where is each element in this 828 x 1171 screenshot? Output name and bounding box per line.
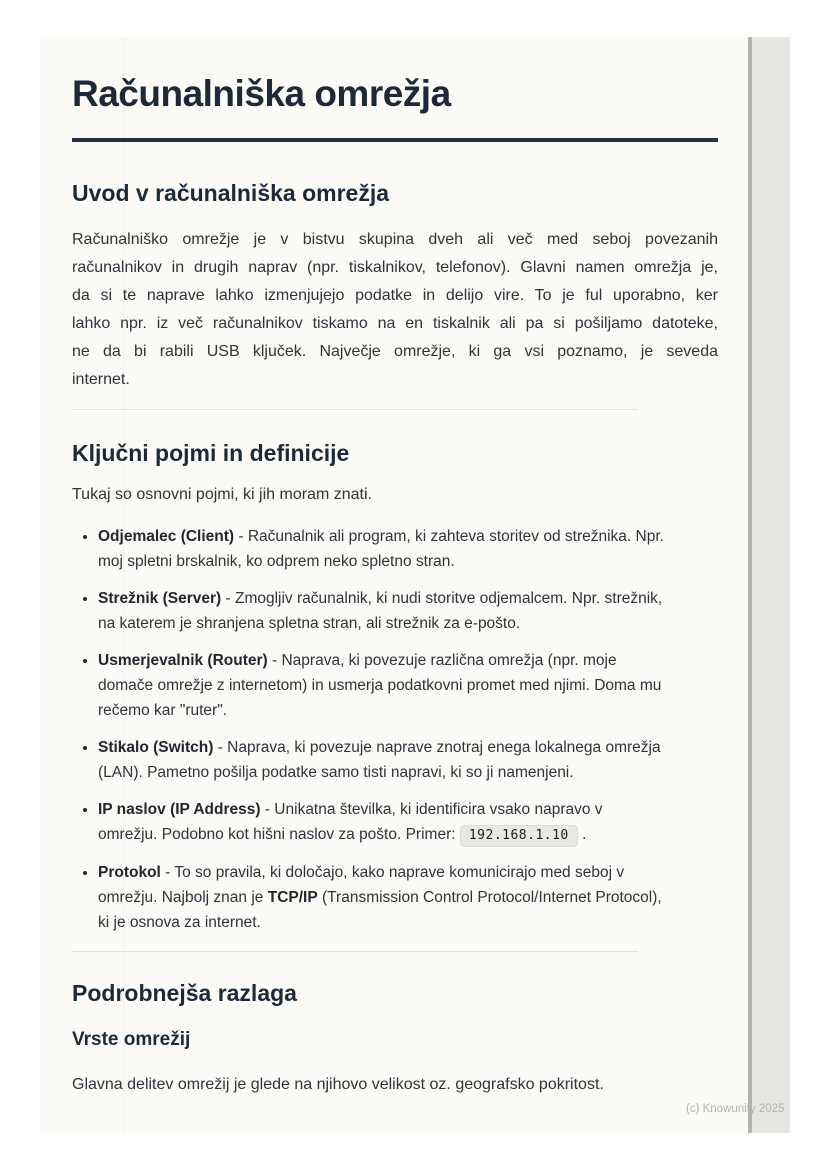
list-item-protocol (98, 860, 664, 935)
term-label: Usmerjevalnik (Router) (98, 652, 268, 669)
title-underline-rule (72, 138, 718, 142)
list-item-switch (98, 735, 664, 785)
section-heading-intro: Uvod v računalniška omrežja (72, 180, 390, 206)
term-description: - Računalnik ali program, ki zahteva storitev od strežnika. Npr. moj spletni brskalnik, ko odprem neko spletno stran. (98, 528, 664, 570)
section-divider (72, 409, 638, 410)
terms-lead-paragraph: Tukaj so osnovni pojmi, ki jih moram znati. (72, 486, 372, 503)
intro-paragraph: Računalniško omrežje je v bistvu skupina dveh ali več med seboj povezanih računalnikov in drugih naprav (npr. tiskalnikov, telefonov). Glavni namen omrežja je, da si te naprave lahko izmenjujejo podatke in delijo vire. To je ful uporabno, ker lahko npr. iz več računalnikov tiskamo na en tiskalnik ali pa si pošiljamo datoteke, ne da bi rabili USB ključek. Največje omrežje, ki ga vsi poznamo, je seveda internet. (72, 231, 718, 388)
section-heading-terms: Ključni pojmi in definicije (72, 440, 350, 466)
term-label: Strežnik (Server) (98, 590, 222, 607)
list-item-router (98, 648, 664, 723)
term-description: - Naprava, ki povezuje različna omrežja (npr. moje domače omrežje z internetom) in usmerja podatkovni promet med njimi. Doma mu rečemo kar "ruter". (98, 652, 662, 719)
details-paragraph: Glavna delitev omrežij je glede na njihovo velikost oz. geografsko pokritost. (72, 1076, 604, 1093)
term-label: IP naslov (IP Address) (98, 801, 261, 818)
list-item-ip-address (98, 797, 664, 848)
list-item-client (98, 524, 664, 574)
document-page (40, 37, 750, 1133)
term-description: - Naprava, ki povezuje naprave znotraj enega lokalnega omrežja (LAN). Pametno pošilja podatke samo tisti napravi, ki so ji namenjeni. (98, 739, 661, 781)
term-description: - To so pravila, ki določajo, kako naprave komunicirajo med seboj v omrežju. Najbolj znan je (98, 864, 625, 906)
page-edge-strip (752, 37, 790, 1133)
term-label: Stikalo (Switch) (98, 739, 214, 756)
ip-address-code-chip: 192.168.1.10 (460, 825, 578, 847)
term-description: - Unikatna številka, ki identificira vsako napravo v omrežju. Podobno kot hišni naslov za pošto. Primer: (98, 801, 603, 843)
term-description-after-code: . (577, 826, 587, 843)
term-label: Odjemalec (Client) (98, 528, 235, 545)
term-label: Protokol (98, 864, 161, 881)
tcpip-bold-text: TCP/IP (267, 889, 318, 906)
section-heading-details: Podrobnejša razlaga (72, 980, 297, 1006)
page-title: Računalniška omrežja (72, 73, 451, 114)
copyright-watermark: (c) Knowunity 2025 (686, 1103, 785, 1115)
page-content (40, 37, 750, 1098)
term-description: - Zmogljiv računalnik, ki nudi storitve odjemalcem. Npr. strežnik, na katerem je shranjena spletna stran, ali strežnik za e-pošto. (98, 590, 663, 632)
list-item-server (98, 586, 664, 636)
term-description-after-bold: (Transmission Control Protocol/Internet Protocol), ki je osnova za internet. (98, 889, 662, 931)
subsection-heading-network-types: Vrste omrežij (72, 1029, 191, 1050)
section-divider (72, 951, 638, 952)
terms-list (72, 524, 718, 935)
